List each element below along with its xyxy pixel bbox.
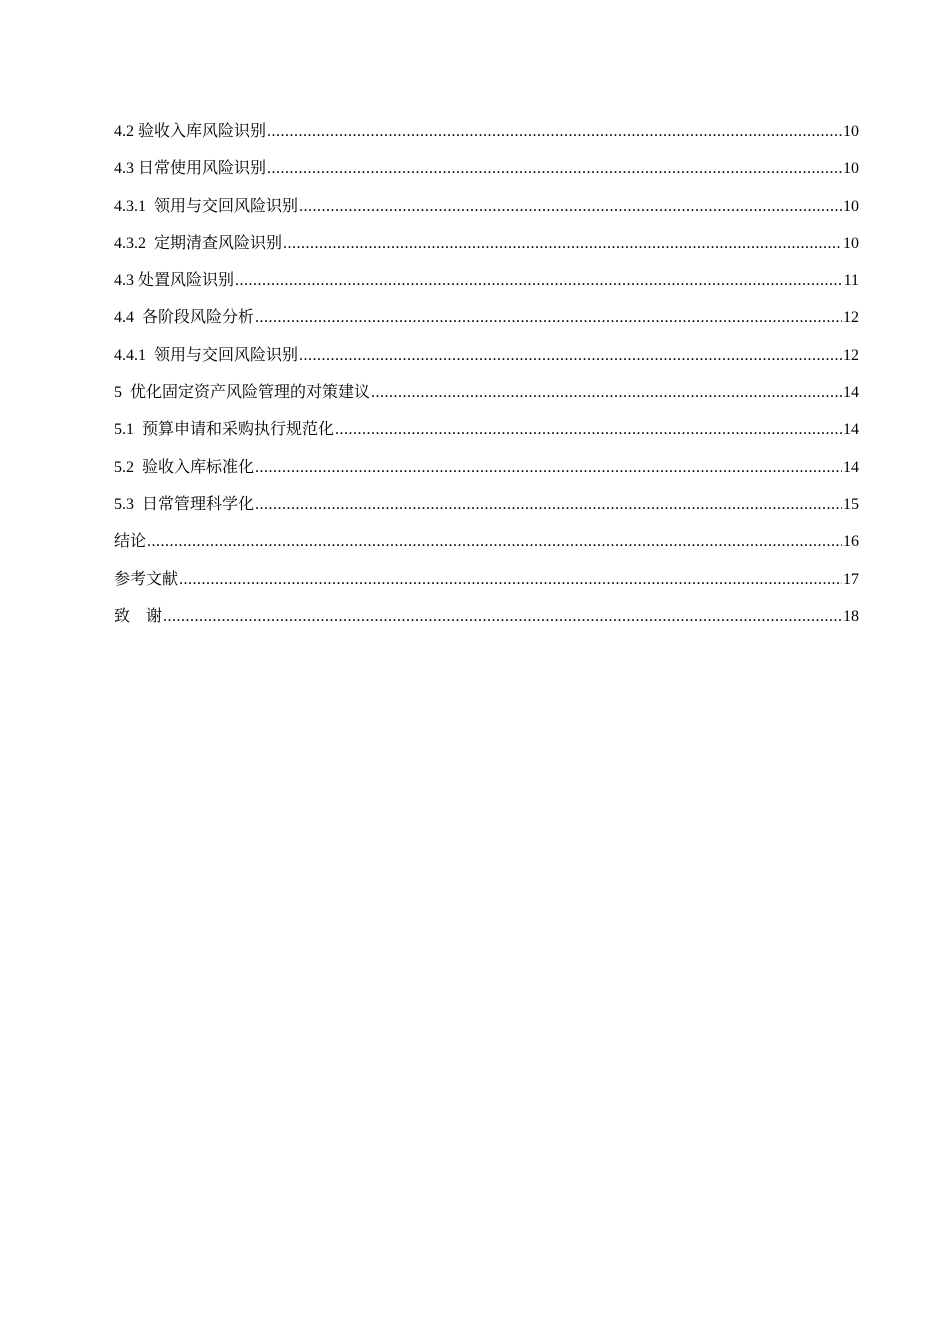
toc-entry[interactable] (114, 121, 859, 158)
toc-entry[interactable] (114, 494, 859, 531)
toc-entry[interactable] (114, 158, 859, 195)
dot-leader (371, 382, 842, 404)
toc-entry-title: 4.3.2 定期清查风险识别 (114, 234, 283, 252)
dot-leader (299, 345, 842, 367)
dot-leader (255, 307, 842, 329)
toc-entry-page: 11 (843, 272, 859, 290)
toc-entry[interactable] (114, 569, 859, 606)
dot-leader (335, 419, 842, 441)
toc-entry-title: 4.4 各阶段风险分析 (114, 309, 255, 327)
toc-entry-page: 18 (843, 607, 859, 625)
toc-entry-title: 5.1 预算申请和采购执行规范化 (114, 421, 335, 439)
toc-entry[interactable] (114, 531, 859, 568)
toc-entry-title: 参考文献 (114, 570, 179, 588)
dot-leader (255, 457, 842, 479)
toc-entry-page: 14 (843, 458, 859, 476)
toc-entry[interactable] (114, 307, 859, 344)
toc-entry-title: 4.4.1 领用与交回风险识别 (114, 346, 299, 364)
toc-entry-page: 12 (843, 309, 859, 327)
dot-leader (267, 158, 842, 180)
toc-entry[interactable] (114, 382, 859, 419)
toc-entry[interactable] (114, 419, 859, 456)
toc-entry-title: 结论 (114, 533, 147, 551)
dot-leader (179, 569, 842, 591)
toc-entry-title: 4.3 处置风险识别 (114, 272, 235, 290)
toc-entry-page: 12 (843, 346, 859, 364)
dot-leader (235, 270, 843, 292)
dot-leader (163, 606, 842, 628)
toc-entry[interactable] (114, 196, 859, 233)
toc-entry-title: 4.2 验收入库风险识别 (114, 123, 267, 140)
toc-entry-page: 17 (843, 570, 859, 588)
toc-entry-title: 5.3 日常管理科学化 (114, 495, 255, 513)
dot-leader (283, 233, 842, 255)
toc-entry[interactable] (114, 233, 859, 270)
toc-entry-page: 16 (843, 533, 859, 551)
toc-entry-page: 10 (843, 123, 859, 140)
toc-entry[interactable] (114, 457, 859, 494)
dot-leader (147, 531, 842, 553)
toc-entry-title: 4.3 日常使用风险识别 (114, 160, 267, 178)
toc-entry-page: 10 (843, 197, 859, 215)
toc-entry-title: 5.2 验收入库标准化 (114, 458, 255, 476)
toc-entry-title: 5 优化固定资产风险管理的对策建议 (114, 384, 371, 402)
toc-entry[interactable] (114, 270, 859, 307)
toc-entry-page: 15 (843, 495, 859, 513)
table-of-contents (114, 121, 859, 643)
toc-entry-page: 14 (843, 384, 859, 402)
toc-entry-title: 致 谢 (114, 607, 163, 625)
dot-leader (255, 494, 842, 516)
toc-entry[interactable] (114, 345, 859, 382)
toc-entry-title: 4.3.1 领用与交回风险识别 (114, 197, 299, 215)
toc-entry[interactable] (114, 606, 859, 643)
toc-entry-page: 14 (843, 421, 859, 439)
toc-entry-page: 10 (843, 160, 859, 178)
dot-leader (267, 121, 842, 143)
toc-entry-page: 10 (843, 234, 859, 252)
dot-leader (299, 196, 842, 218)
